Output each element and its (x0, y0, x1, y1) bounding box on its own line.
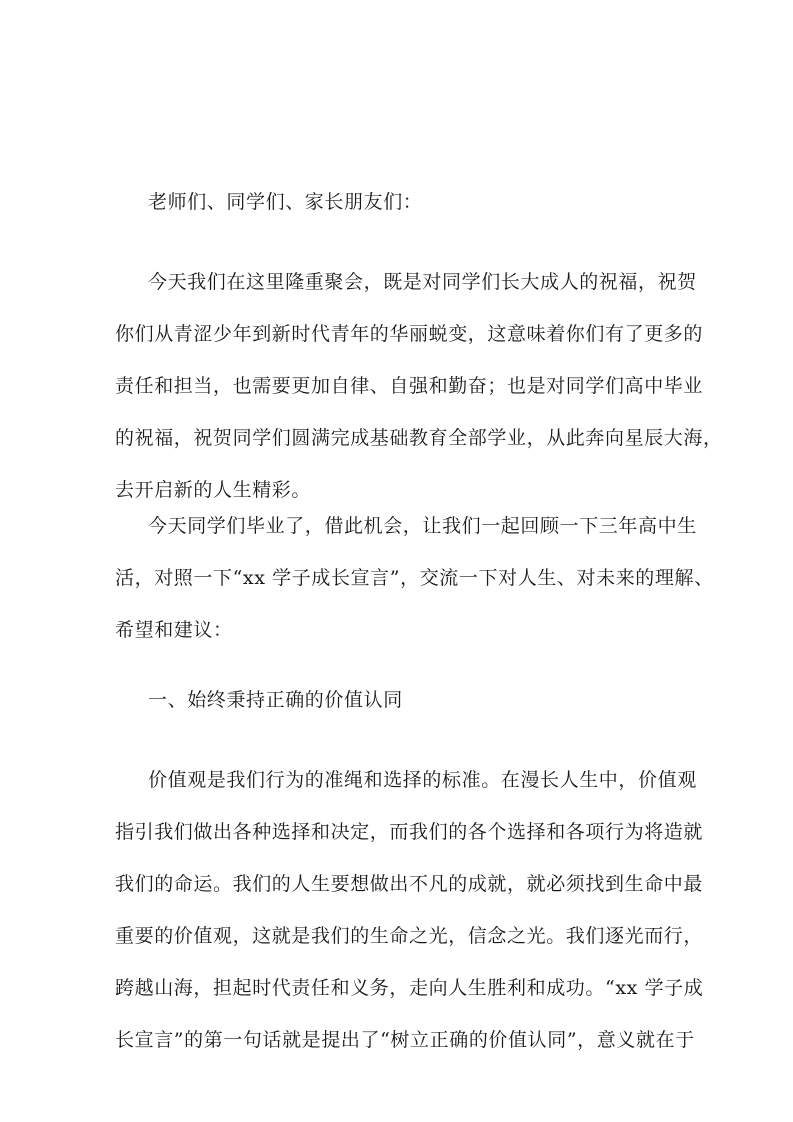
paragraph-line: 价值观是我们行为的准绳和选择的标准。在漫长人生中，价值观 (148, 769, 697, 791)
paragraph-line: 今天我们在这里隆重聚会，既是对同学们长大成人的祝福，祝贺 (148, 271, 697, 293)
salutation: 老师们、同学们、家长朋友们： (148, 191, 423, 213)
paragraph-line: 责任和担当，也需要更加自律、自强和勤奋；也是对同学们高中毕业 (115, 375, 704, 397)
paragraph-line: 的祝福，祝贺同学们圆满完成基础教育全部学业，从此奔向星辰大海， (115, 427, 723, 449)
paragraph-line: 去开启新的人生精彩。 (115, 479, 312, 501)
paragraph-line: 指引我们做出各种选择和决定，而我们的各个选择和各项行为将造就 (115, 821, 704, 843)
paragraph-line: 长宣言”的第一句话就是提出了“树立正确的价值认同”，意义就在于 (115, 1029, 695, 1051)
paragraph-line: 跨越山海，担起时代责任和义务，走向人生胜利和成功。“xx 学子成 (115, 977, 704, 999)
paragraph-line: 我们的命运。我们的人生要想做出不凡的成就，就必须找到生命中最 (115, 873, 704, 895)
paragraph-line: 重要的价值观，这就是我们的生命之光，信念之光。我们逐光而行， (115, 925, 704, 947)
paragraph-line: 希望和建议： (115, 619, 233, 641)
paragraph-line: 活，对照一下“xx 学子成长宣言”，交流一下对人生、对未来的理解、 (115, 567, 714, 589)
section-heading: 一、始终秉持正确的价值认同 (148, 689, 403, 711)
paragraph-line: 今天同学们毕业了，借此机会，让我们一起回顾一下三年高中生 (148, 515, 697, 537)
paragraph-line: 你们从青涩少年到新时代青年的华丽蜕变，这意味着你们有了更多的 (115, 323, 704, 345)
